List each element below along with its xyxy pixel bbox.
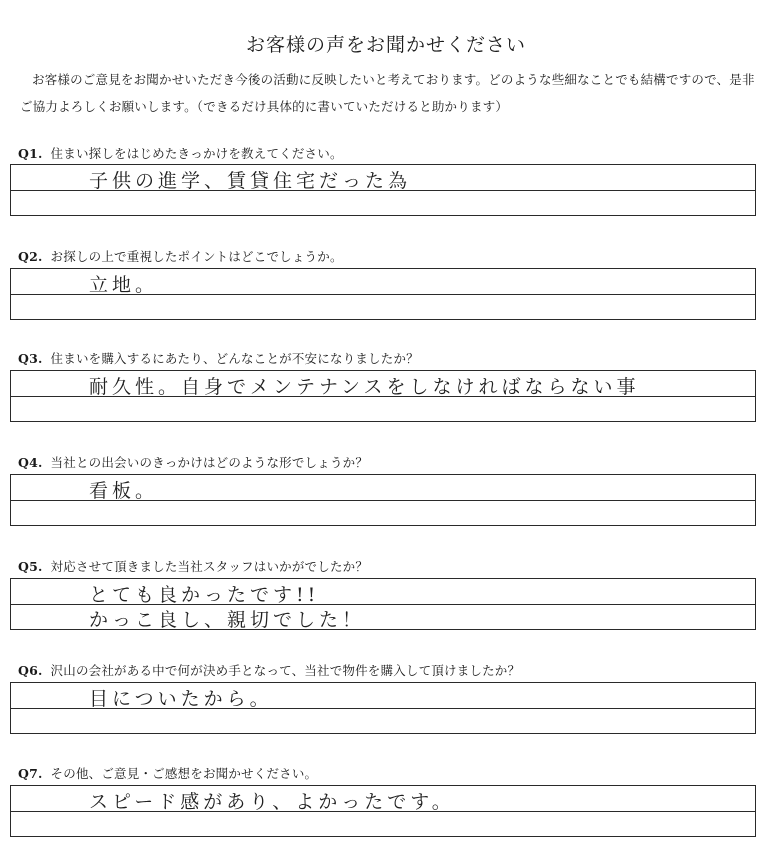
question-text: 住まい探しをはじめたきっかけを教えてください。 [50,146,343,161]
question-number: Q5. [18,559,43,574]
question-number: Q6. [18,663,43,678]
question-number: Q7. [18,766,43,781]
handwritten-answer: 耐久性。自身でメンテナンスをしなければならない事 [89,376,640,398]
handwritten-answer: 立地。 [89,274,159,296]
answer-box-4 [10,474,756,526]
answer-box-3 [10,370,756,422]
question-text: 対応させて頂きました当社スタッフはいかがでしたか？ [50,559,369,574]
question-text: 住まいを購入するにあたり、どんなことが不安になりましたか？ [50,351,419,366]
handwritten-answer: スピード感があり、よかったです。 [89,791,455,813]
handwritten-answer: かっこ良し、親切でした！ [89,609,366,631]
question-2 [18,247,343,265]
page-title: お客様の声をお聞かせください [245,34,526,56]
handwritten-answer: 目についたから。 [89,688,273,710]
question-number: Q1. [18,146,43,161]
intro-text: お客様のご意見をお聞かせいただき今後の活動に反映したいと考えております。どのような些細なことでも結構ですので、是非ご協力よろしくお願いします。（できるだけ具体的に書いていただけると助かります） [20,72,755,114]
answer-box-1 [10,164,756,216]
answer-box-2 [10,268,756,320]
question-text: その他、ご意見・ご感想をお聞かせください。 [50,766,318,781]
answer-box-7 [10,785,756,837]
question-text: 沢山の会社がある中で何が決め手となって、当社で物件を購入して頂けましたか？ [50,663,521,678]
handwritten-answer: とても良かったです!! [89,584,320,606]
question-7 [18,764,317,782]
question-4 [18,453,368,471]
question-5 [18,557,368,575]
question-3 [18,349,419,367]
question-text: 当社との出会いのきっかけはどのような形でしょうか？ [50,455,369,470]
question-number: Q2. [18,249,43,264]
question-number: Q3. [18,351,43,366]
question-6 [18,661,520,679]
question-1 [18,144,343,162]
question-text: お探しの上で重視したポイントはどこでしょうか。 [50,249,343,264]
answer-box-5 [10,578,756,630]
handwritten-answer: 子供の進学、賃貸住宅だった為 [89,170,412,192]
question-number: Q4. [18,455,43,470]
answer-box-6 [10,682,756,734]
handwritten-answer: 看板。 [89,480,159,502]
